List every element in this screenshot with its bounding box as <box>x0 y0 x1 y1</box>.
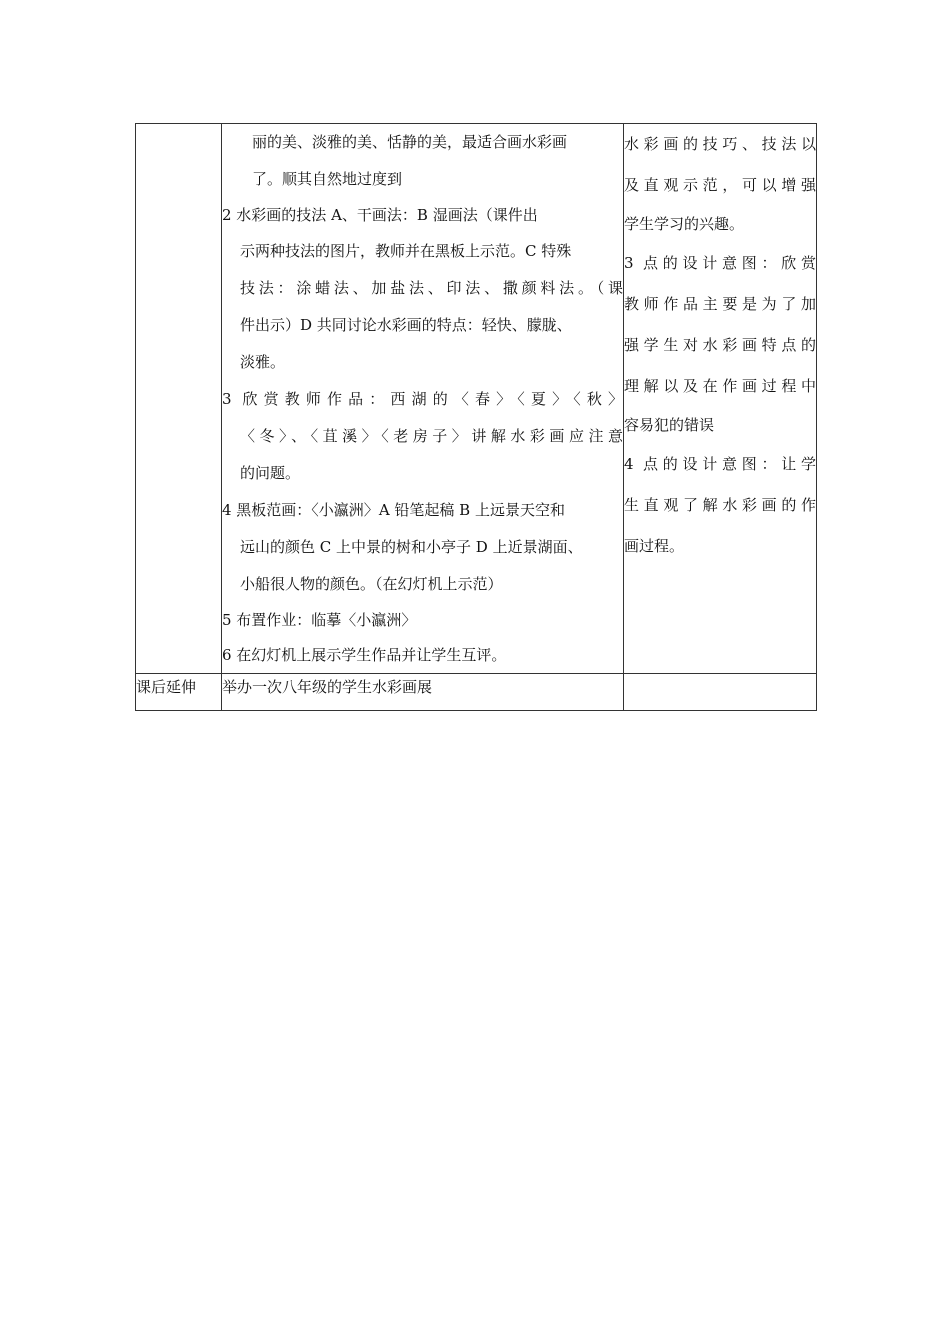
process-line: 远山的颜色 C 上中景的树和小亭子 D 上近景湖面、 <box>240 538 583 556</box>
intent-line: 教师作品主要是为了加 <box>624 295 816 313</box>
intent-line: 及直观示范，可以增强 <box>624 176 816 194</box>
process-line: 小船很人物的颜色。（在幻灯机上示范） <box>240 575 503 593</box>
process-line: 技法：涂蜡法、加盐法、印法、撒颜料法。（课 <box>240 279 623 297</box>
process-line: 2 水彩画的技法 A、干画法：B 湿画法（课件出 <box>222 206 538 224</box>
extension-text: 举办一次八年级的学生水彩画展 <box>222 674 624 711</box>
process-line: 4 黑板范画：〈小瀛洲〉A 铅笔起稿 B 上远景天空和 <box>222 501 565 519</box>
intent-line: 画过程。 <box>624 537 685 555</box>
intent-line: 理解以及在作画过程中 <box>624 377 816 395</box>
process-line: 淡雅。 <box>240 353 286 371</box>
process-line: 的问题。 <box>240 464 301 482</box>
process-line: 示两种技法的图片，教师并在黑板上示范。C 特殊 <box>240 242 572 260</box>
design-intent-cell <box>624 124 817 674</box>
intent-line: 学生学习的兴趣。 <box>624 215 745 233</box>
extension-label: 课后延伸 <box>136 674 222 711</box>
extension-empty-cell <box>624 674 817 711</box>
teaching-process-cell <box>222 124 624 674</box>
process-line: 了。顺其自然地过度到 <box>252 170 403 188</box>
intent-line: 容易犯的错误 <box>624 416 715 434</box>
intent-line: 生直观了解水彩画的作 <box>624 496 816 514</box>
intent-line: 强学生对水彩画特点的 <box>624 336 816 354</box>
lesson-plan-table <box>135 123 817 711</box>
empty-label-cell <box>136 124 222 674</box>
teaching-process-row <box>136 124 817 674</box>
extension-row <box>136 674 817 711</box>
process-line: 〈冬〉、〈苴溪〉〈老房子〉讲解水彩画应注意 <box>240 427 623 445</box>
process-line: 3 欣赏教师作品：西湖的〈春〉〈夏〉〈秋〉 <box>222 390 623 408</box>
process-line: 5 布置作业：临摹〈小瀛洲〉 <box>222 611 417 629</box>
intent-line: 4 点的设计意图：让学 <box>624 455 816 473</box>
process-line: 件出示）D 共同讨论水彩画的特点：轻快、朦胧、 <box>240 316 572 334</box>
intent-line: 3 点的设计意图：欣赏 <box>624 254 816 272</box>
process-line: 6 在幻灯机上展示学生作品并让学生互评。 <box>222 646 507 664</box>
process-line: 丽的美、淡雅的美、恬静的美，最适合画水彩画 <box>252 133 568 151</box>
intent-line: 水彩画的技巧、技法以 <box>624 135 816 153</box>
